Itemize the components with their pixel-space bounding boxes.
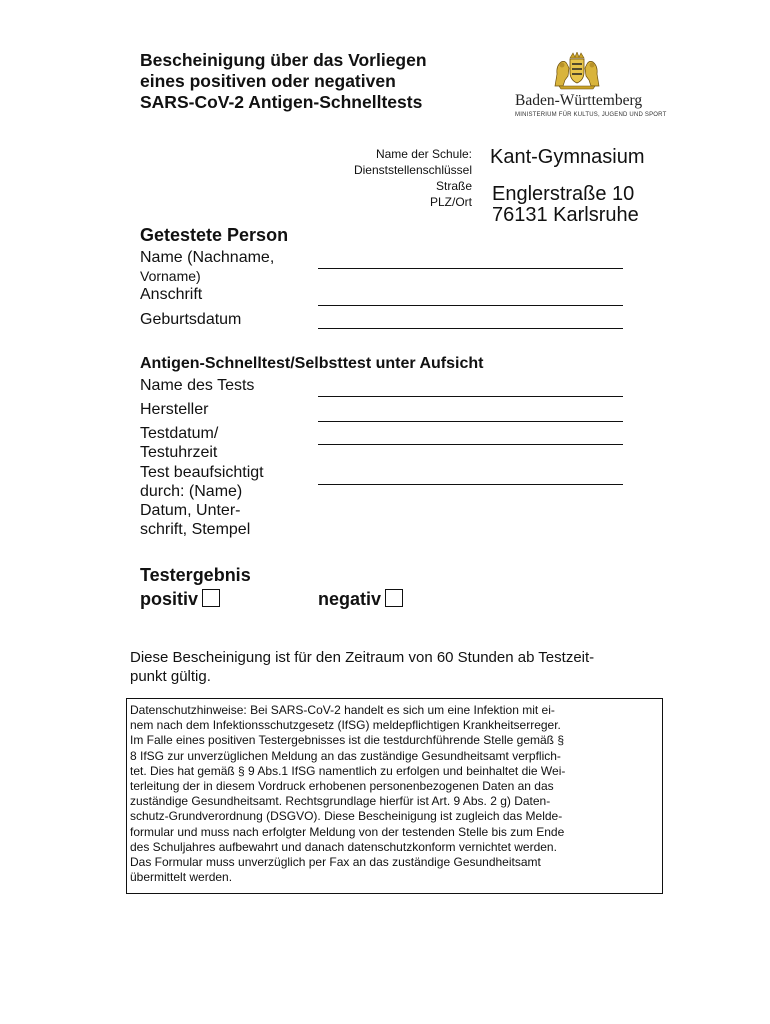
privacy-line: nem nach dem Infektionsschutzgesetz (IfSG) meldepflichtigen Krankheitserreger.	[130, 718, 561, 733]
school-city: 76131 Karlsruhe	[492, 204, 639, 226]
supervisor-label-line: Datum, Unter-	[140, 502, 241, 519]
privacy-line: tet. Dies hat gemäß § 9 Abs.1 IfSG namentlich zu erfolgen und beinhaltet die Wei-	[130, 763, 566, 778]
result-heading: Testergebnis	[140, 565, 251, 585]
person-heading: Getestete Person	[140, 225, 289, 245]
test-heading: Antigen-Schnelltest/Selbsttest unter Aufsicht	[140, 355, 484, 372]
validity-line: punkt gültig.	[130, 668, 211, 685]
document-title	[140, 50, 485, 113]
test-datetime-field[interactable]	[318, 444, 623, 445]
zip-city-label: PLZ/Ort	[429, 195, 472, 209]
school-name: Kant-Gymnasium	[490, 146, 645, 168]
validity-line: Diese Bescheinigung ist für den Zeitraum von 60 Stunden ab Testzeit-	[130, 649, 595, 666]
privacy-line: formular und muss nach erfolgter Meldung von der testenden Stelle bis zum Ende	[130, 824, 565, 839]
privacy-line: des Schuljahres aufbewahrt und danach datenschutzkonform vernichtet werden.	[130, 839, 557, 854]
privacy-line: Im Falle eines positiven Testergebnisses ist die testdurchführende Stelle gemäß §	[130, 733, 565, 748]
coat-of-arms-icon	[551, 52, 603, 90]
supervisor-label-line: schrift, Stempel	[140, 521, 251, 538]
school-address	[492, 184, 639, 226]
school-name-label: Name der Schule:	[375, 147, 472, 161]
ministry-label: MINISTERIUM FÜR KULTUS, JUGEND UND SPORT	[515, 112, 667, 118]
test-datetime-label-line: Testuhrzeit	[140, 444, 218, 461]
person-name-label-line: Name (Nachname,	[140, 249, 275, 266]
street-label: Straße	[435, 179, 472, 193]
title-line: Bescheinigung über das Vorliegen	[140, 50, 427, 70]
birthdate-label: Geburtsdatum	[140, 311, 242, 328]
privacy-notice	[126, 698, 663, 894]
address-label: Anschrift	[140, 286, 203, 303]
logo-wordmark: Baden-Württemberg	[515, 92, 643, 109]
test-datetime-label-line: Testdatum/	[140, 425, 219, 442]
address-field[interactable]	[318, 305, 623, 306]
title-line: eines positiven oder negativen	[140, 71, 396, 91]
privacy-line: Das Formular muss unverzüglich per Fax an das zuständige Gesundheitsamt	[130, 855, 541, 870]
result-negative	[318, 589, 403, 610]
test-name-label: Name des Tests	[140, 377, 255, 394]
manufacturer-field[interactable]	[318, 421, 623, 422]
person-name-field[interactable]	[318, 268, 623, 269]
supervisor-field[interactable]	[318, 484, 623, 485]
privacy-line: zuständige Gesundheitsamt. Rechtsgrundlage hierfür ist Art. 9 Abs. 2 g) Daten-	[130, 794, 551, 809]
negative-label: negativ	[318, 589, 382, 609]
title-line: SARS-CoV-2 Antigen-Schnelltests	[140, 92, 423, 112]
office-key-label: Dienststellenschlüssel	[353, 163, 472, 177]
person-name-label-line: Vorname)	[140, 268, 201, 284]
test-datetime-label	[140, 424, 218, 462]
privacy-line: 8 IfSG zur unverzüglichen Meldung an das zuständige Gesundheitsamt verpflich-	[130, 748, 561, 763]
privacy-line: schutz-Grundverordnung (DSGVO). Diese Bescheinigung ist zugleich das Melde-	[130, 809, 563, 824]
supervisor-label	[140, 463, 264, 539]
privacy-line: übermittelt werden.	[130, 870, 233, 885]
positive-checkbox[interactable]	[202, 589, 220, 607]
privacy-line: Datenschutzhinweise: Bei SARS-CoV-2 handelt es sich um eine Infektion mit ei-	[130, 703, 555, 717]
supervisor-label-line: Test beaufsichtigt	[140, 464, 264, 481]
positive-label: positiv	[140, 589, 199, 609]
test-name-field[interactable]	[318, 396, 623, 397]
person-name-label	[140, 248, 274, 286]
validity-note	[130, 648, 594, 686]
negative-checkbox[interactable]	[385, 589, 403, 607]
supervisor-label-line: durch: (Name)	[140, 483, 243, 500]
result-positive	[140, 589, 220, 610]
privacy-line: terleitung der in diesem Vordruck erhobenen personenbezogenen Daten an das	[130, 779, 554, 794]
manufacturer-label: Hersteller	[140, 401, 209, 418]
birthdate-field[interactable]	[318, 328, 623, 329]
school-street: Englerstraße 10	[492, 183, 635, 205]
school-labels	[290, 146, 472, 210]
